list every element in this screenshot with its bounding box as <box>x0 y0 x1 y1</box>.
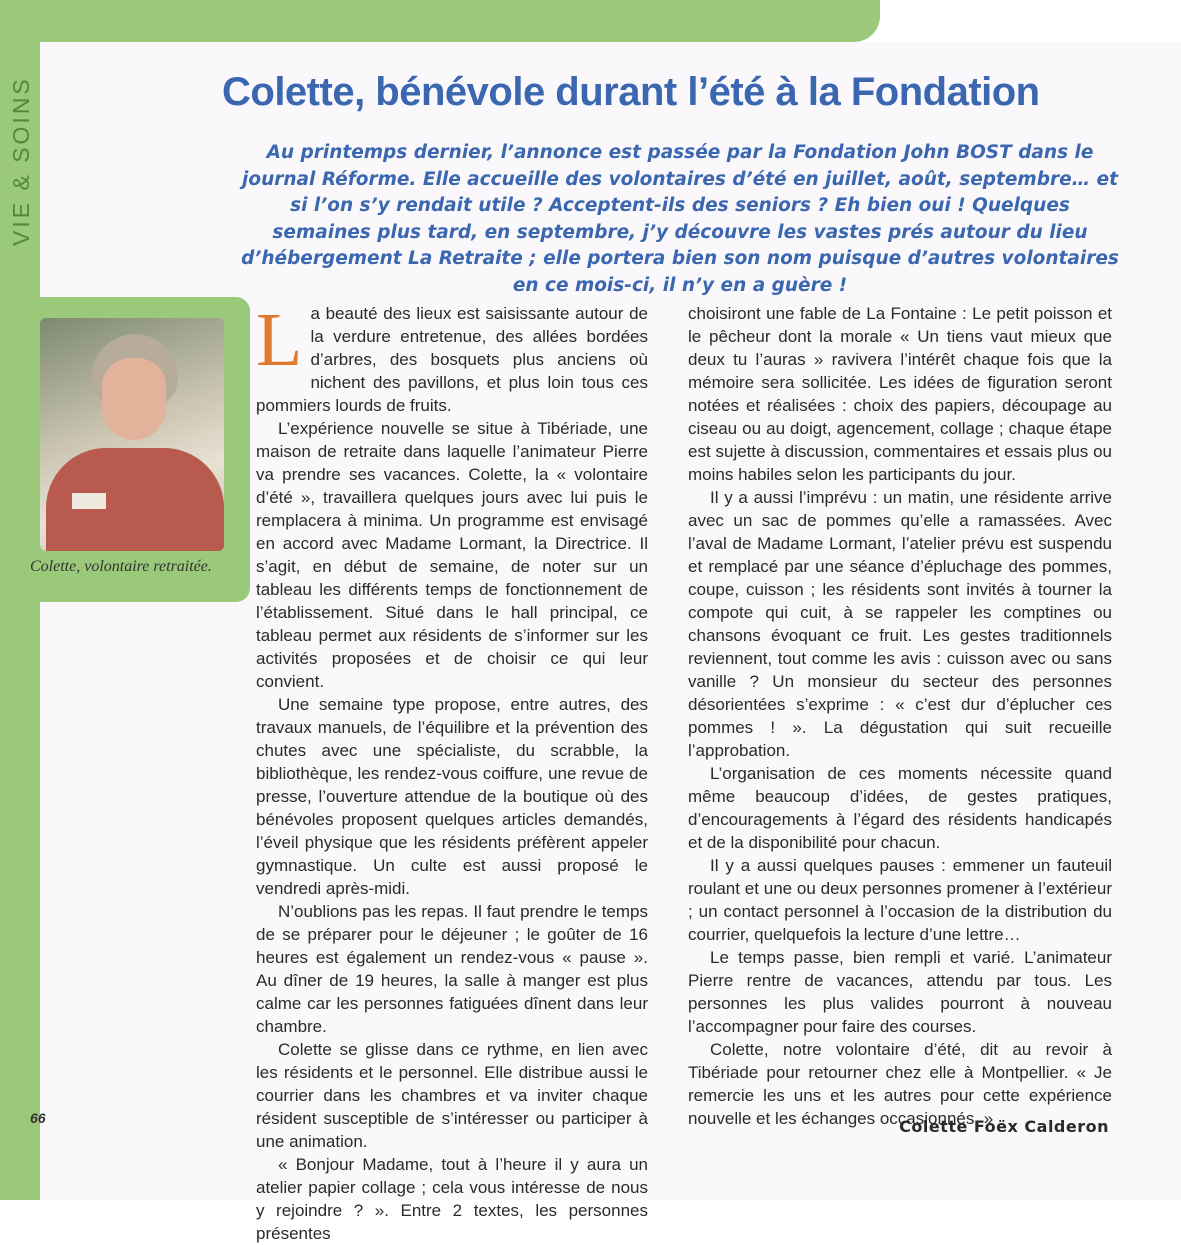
article-title: Colette, bénévole durant l’été à la Fondation <box>222 70 1040 114</box>
paragraph: choisiront une fable de La Fontaine : Le petit poisson et le pêcheur dont la morale « Un tiens vaut mieux que deux tu l’auras » ravivera l’intérêt chaque fois que la mémoire sera sollicitée. Les idées de figuration seront notées et réalisées : choix des papiers, découpage au ciseau ou au doigt, agencement, collage ; chaque étape est sujette à discussion, commentaires et essais plus ou moins habiles selon les participants du jour. <box>688 304 1112 484</box>
paragraph: Il y a aussi quelques pauses : emmener un fauteuil roulant et une ou deux personnes promener à l’extérieur ; un contact personnel à l’occasion de la distribution du courrier, quelquefois la lecture d’une lettre… <box>688 856 1112 944</box>
author-signature: Colette Foëx Calderon <box>899 1117 1109 1136</box>
article-column-2 <box>688 302 1112 1130</box>
paragraph: « Bonjour Madame, tout à l’heure il y aura un atelier papier collage ; cela vous intéresse de nous y rejoindre ? ». Entre 2 textes, les personnes présentes <box>256 1155 648 1243</box>
top-green-band <box>0 0 880 42</box>
paragraph: Le temps passe, bien rempli et varié. L’animateur Pierre rentre de vacances, attendu par tous. Les personnes les plus valides pourront à nouveau l’accompagner pour faire des courses. <box>688 948 1112 1036</box>
paragraph: Colette, notre volontaire d’été, dit au revoir à Tibériade pour retourner chez elle à Montpellier. « Je remercie les uns et les autres pour cette expérience nouvelle et les échanges occasionnés. » <box>688 1040 1112 1128</box>
dropcap: L <box>256 298 303 382</box>
page-number: 66 <box>30 1110 46 1126</box>
paragraph: La beauté des lieux est saisissante autour de la verdure entretenue, des allées bordées d’arbres, des bosquets plus anciens où nichent des pavillons, et plus loin tous ces pommiers lourds de fruits. <box>256 298 648 415</box>
paragraph: L’expérience nouvelle se situe à Tibériade, une maison de retraite dans laquelle l’animateur Pierre va prendre ses vacances. Colette, la « volontaire d’été », travaillera quelques jours avec lui puis le remplacera à minima. Un programme est envisagé en accord avec Madame Lormant, la Directrice. Il s’agit, en début de semaine, de noter sur un tableau les différents temps de fonctionnement de l’établissement. Situé dans le hall principal, ce tableau permet aux résidents de s’informer sur les activités proposées et de choisir ce qui leur convient. <box>256 419 648 691</box>
paragraph: Colette se glisse dans ce rythme, en lien avec les résidents et le personnel. Elle distribue aussi le courrier dans les chambres et va inviter chaque résident susceptible de s’intéresser ou participer à une animation. <box>256 1040 648 1151</box>
paragraph: Une semaine type propose, entre autres, des travaux manuels, de l’équilibre et la prévention des chutes avec une spécialiste, du scrabble, la bibliothèque, les rendez-vous coiffure, une revue de presse, l’ouverture attendue de la boutique où des bénévoles proposent quelques articles demandés, l’éveil physique que les résidents préfèrent appeler gymnastique. Un culte est aussi proposé le vendredi après-midi. <box>256 695 648 898</box>
paragraph: Il y a aussi l’imprévu : un matin, une résidente arrive avec un sac de pommes qu’elle a ramassées. Avec l’aval de Madame Lormant, l’atelier prévu est suspendu et remplacé par une séance d’épluchage des pommes, coupe, cuisson ; les résidents sont invités à tourner la compote qui cuit, à se rappeler les comptines ou chansons évoquant ce fruit. Les gestes traditionnels reviennent, tout comme les avis : cuisson avec ou sans vanille ? Un monsieur du secteur des personnes désorientées s’exprime : « c’est dur d’éplucher ces pommes ! ». La dégustation qui suit recueille l’approbation. <box>688 488 1112 760</box>
portrait-photo <box>40 318 224 551</box>
article-column-1 <box>256 298 648 1245</box>
paragraph: N’oublions pas les repas. Il faut prendre le temps de se préparer pour le déjeuner ; le goûter de 16 heures est également un rendez-vous « pause ». Au dîner de 19 heures, la salle à manger est plus calme car les personnes fatiguées dînent dans leur chambre. <box>256 902 648 1036</box>
section-label: VIE & SOINS <box>8 76 34 246</box>
paragraph: L’organisation de ces moments nécessite quand même beaucoup d’idées, de gestes pratiques, d’encouragements à l’égard des résidents handicapés et de la disponibilité pour chacun. <box>688 764 1112 852</box>
photo-caption: Colette, volontaire retraitée. <box>30 558 212 575</box>
article-intro: Au printemps dernier, l’annonce est passée par la Fondation John BOST dans le journal Réforme. Elle accueille des volontaires d’été en juillet, août, septembre… et si l’on s’y rendait utile ? Acceptent-ils des seniors ? Eh bien oui ! Quelques semaines plus tard, en septembre, j’y découvre les vastes prés autour du lieu d’hébergement La Retraite ; elle portera bien son nom puisque d’autres volontaires en ce mois-ci, il n’y en a guère ! <box>241 142 1119 296</box>
